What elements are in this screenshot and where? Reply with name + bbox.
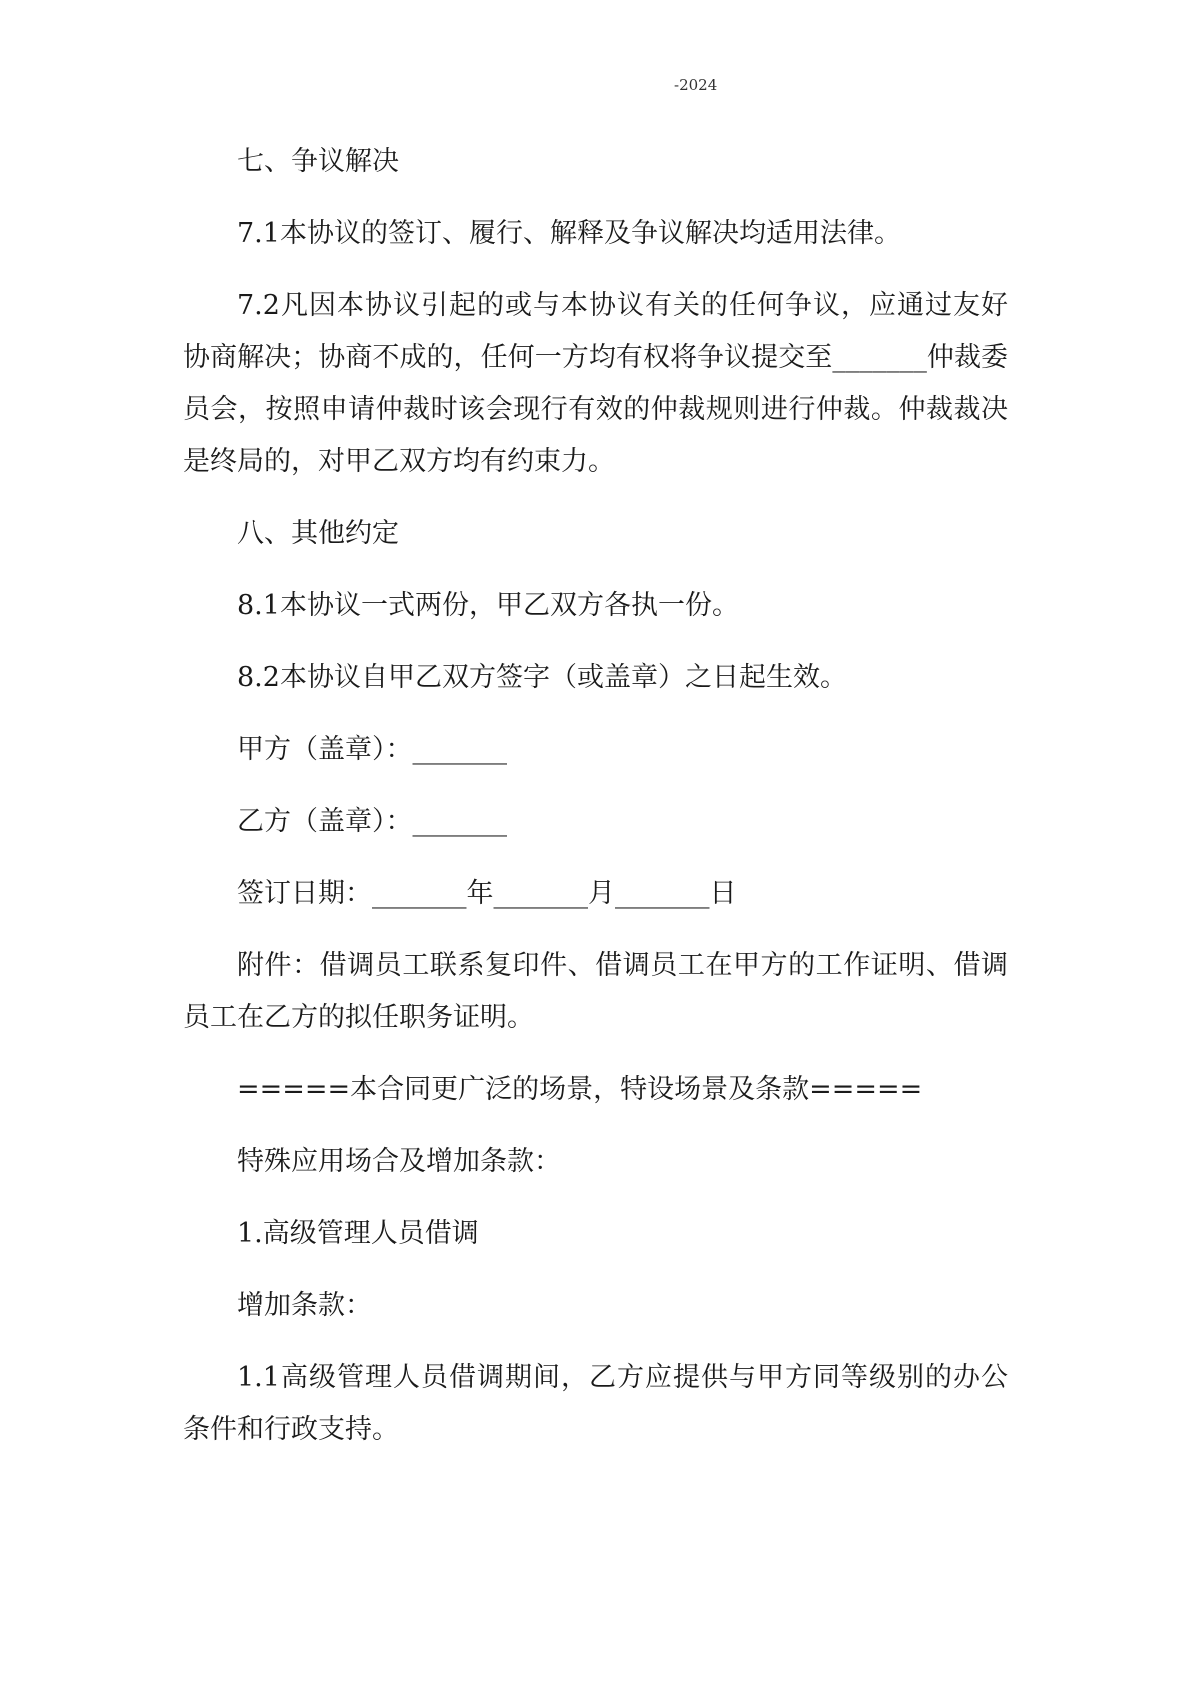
scenario-divider: =====本合同更广泛的场景，特设场景及条款=====: [237, 1074, 923, 1105]
clause-8-1: 8.1本协议一式两份，甲乙双方各执一份。: [237, 590, 739, 621]
party-b-seal-line: 乙方（盖章）：_______: [237, 806, 507, 837]
page-header: -2024: [674, 76, 718, 94]
clause-1-1: 1.1高级管理人员借调期间，乙方应提供与甲方同等级别的办公条件和行政支持。: [183, 1362, 1008, 1445]
party-a-seal-line: 甲方（盖章）：_______: [237, 734, 507, 765]
clause-8-2: 8.2本协议自甲乙双方签字（或盖章）之日起生效。: [237, 662, 847, 693]
attachments-paragraph: 附件：借调员工联系复印件、借调员工在甲方的工作证明、借调员工在乙方的拟任职务证明。: [183, 950, 1008, 1033]
additional-clauses-heading: 增加条款：: [237, 1290, 372, 1321]
special-scenarios-heading: 特殊应用场合及增加条款：: [237, 1146, 561, 1177]
document-body: [183, 136, 1008, 1476]
signing-date-line: 签订日期：_______年_______月_______日: [237, 878, 737, 909]
section-heading-other: 八、其他约定: [237, 518, 399, 549]
scenario-1-title: 1.高级管理人员借调: [237, 1218, 479, 1249]
clause-7-2: 7.2凡因本协议引起的或与本协议有关的任何争议，应通过友好协商解决；协商不成的，任何一方均有权将争议提交至_______仲裁委员会，按照申请仲裁时该会现行有效的仲裁规则进行仲裁。仲裁裁决是终局的，对甲乙双方均有约束力。: [183, 290, 1008, 477]
section-heading-dispute: 七、争议解决: [237, 146, 399, 177]
clause-7-1: 7.1本协议的签订、履行、解释及争议解决均适用法律。: [237, 218, 901, 249]
